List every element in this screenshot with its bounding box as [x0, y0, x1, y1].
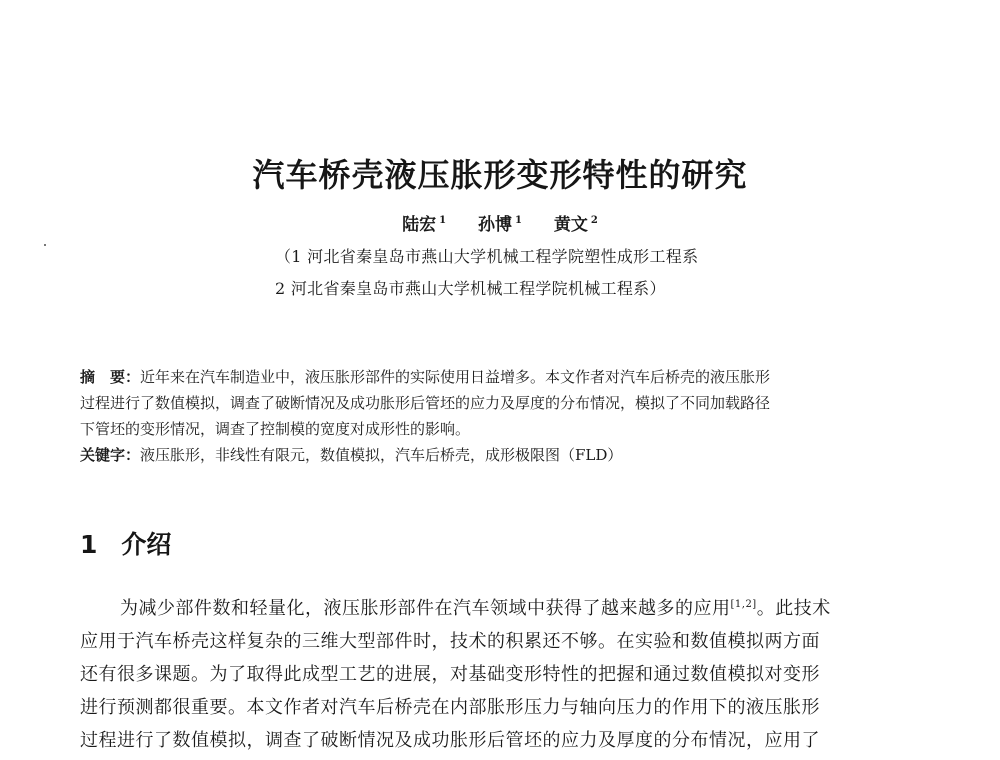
body-text: 。此技术	[756, 598, 831, 619]
section-heading	[80, 525, 171, 561]
author-name: 陆宏	[402, 215, 437, 235]
abstract-line: 过程进行了数值模拟，调查了破断情况及成功胀形后管坯的应力及厚度的分布情况，模拟了不同加载路径	[80, 394, 771, 412]
author	[402, 215, 446, 235]
author-name: 孙博	[478, 215, 513, 235]
citation: [1,2]	[730, 599, 757, 610]
author-affiliation-mark: 1	[515, 215, 522, 227]
author	[478, 215, 522, 235]
author-name: 黄文	[553, 215, 588, 235]
affiliation-2: 2 河北省秦皇岛市燕山大学机械工程学院机械工程系）	[275, 279, 666, 298]
section-title: 介绍	[121, 530, 172, 559]
abstract-line: 下管坯的变形情况，调查了控制模的宽度对成形性的影响。	[80, 420, 471, 438]
section-number: 1	[80, 530, 98, 559]
scan-speck	[44, 244, 46, 246]
body-line: 进行预测都很重要。本文作者对汽车后桥壳在内部胀形压力与轴向压力的作用下的液压胀形	[80, 697, 820, 718]
body-line	[120, 594, 910, 620]
author-affiliation-mark: 1	[439, 215, 447, 227]
keywords-text: 液压胀形，非线性有限元，数值模拟，汽车后桥壳，成形极限图（FLD）	[140, 446, 623, 464]
body-line: 过程进行了数值模拟，调查了破断情况及成功胀形后管坯的应力及厚度的分布情况，应用了	[80, 730, 820, 751]
affiliation-1: （1 河北省秦皇岛市燕山大学机械工程学院塑性成形工程系	[275, 247, 699, 266]
author-list	[0, 210, 1000, 235]
keywords-label: 关键字：	[80, 446, 141, 464]
abstract-line	[80, 366, 910, 387]
paper-title: 汽车桥壳液压胀形变形特性的研究	[252, 156, 748, 194]
body-line: 应用于汽车桥壳这样复杂的三维大型部件时，技术的积累还不够。在实验和数值模拟两方面	[80, 631, 820, 652]
abstract-text: 近年来在汽车制造业中，液压胀形部件的实际使用日益增多。本文作者对汽车后桥壳的液压胀形	[140, 368, 771, 386]
body-line: 还有很多课题。为了取得此成型工艺的进展，对基础变形特性的把握和通过数值模拟对变形	[80, 664, 820, 685]
author-affiliation-mark: 2	[590, 215, 598, 227]
keywords-line	[80, 444, 910, 465]
abstract-label: 摘 要：	[80, 368, 141, 386]
body-text: 为减少部件数和轻量化，液压胀形部件在汽车领域中获得了越来越多的应用	[120, 598, 731, 619]
author	[554, 215, 598, 235]
